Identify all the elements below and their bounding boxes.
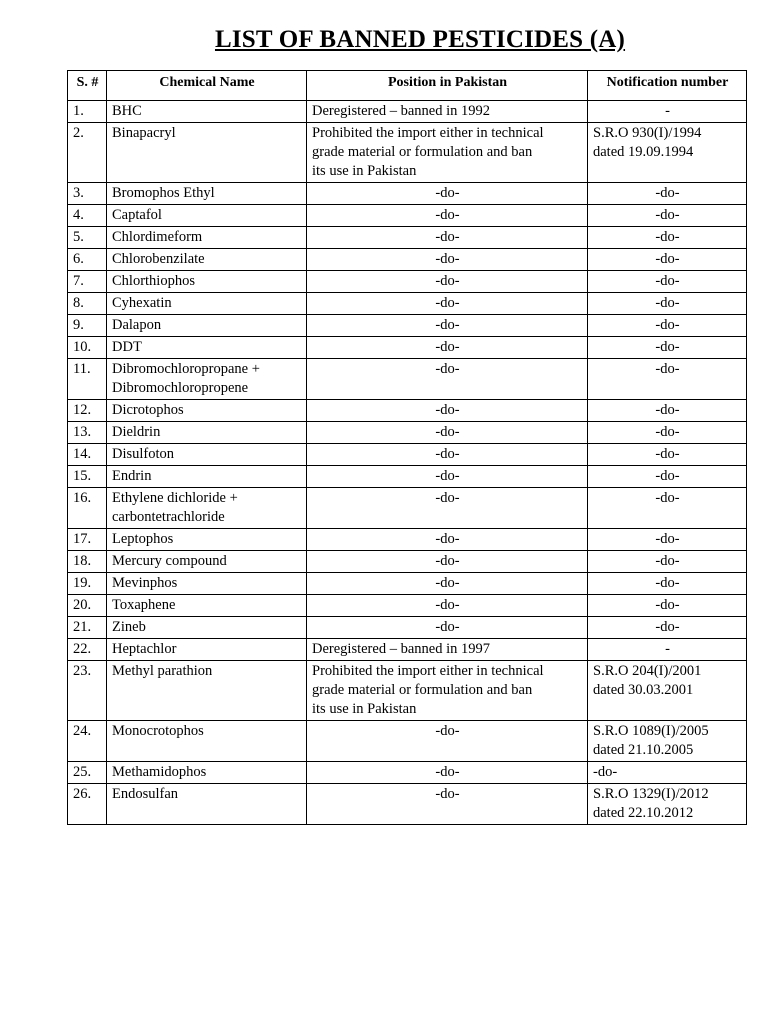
notification-cell-line: -do- (655, 207, 680, 223)
serial-number-cell: 5. (68, 227, 107, 249)
chemical-name-cell (107, 529, 307, 551)
chemical-name-cell-line: Endrin (112, 468, 152, 484)
notification-cell (588, 639, 747, 661)
chemical-name-cell-line: Cyhexatin (112, 295, 172, 311)
notification-cell (588, 444, 747, 466)
table-row (68, 400, 747, 422)
position-cell-line: -do- (435, 229, 460, 245)
notification-cell (588, 529, 747, 551)
position-cell-line: grade material or formulation and ban (312, 144, 533, 160)
serial-number-cell: 26. (68, 784, 107, 825)
chemical-name-cell (107, 337, 307, 359)
position-cell-line: -do- (435, 402, 460, 418)
position-cell-line: its use in Pakistan (312, 701, 417, 717)
chemical-name-cell-line: Monocrotophos (112, 723, 204, 739)
position-cell-line: -do- (435, 575, 460, 591)
chemical-name-cell-line: Dicrotophos (112, 402, 184, 418)
position-cell-line: -do- (435, 553, 460, 569)
table-row (68, 444, 747, 466)
position-cell (307, 466, 588, 488)
position-cell-line: -do- (435, 317, 460, 333)
notification-cell-line: -do- (655, 229, 680, 245)
table-row (68, 101, 747, 123)
serial-number-cell: 15. (68, 466, 107, 488)
chemical-name-cell-line: Binapacryl (112, 125, 176, 141)
table-row (68, 595, 747, 617)
table-row (68, 183, 747, 205)
chemical-name-cell-line: Dalapon (112, 317, 162, 333)
serial-number-cell: 11. (68, 359, 107, 400)
chemical-name-cell (107, 551, 307, 573)
chemical-name-cell (107, 488, 307, 529)
chemical-name-cell (107, 617, 307, 639)
chemical-name-cell-line: Zineb (112, 619, 146, 635)
table-row (68, 293, 747, 315)
table-row (68, 466, 747, 488)
notification-cell-line: -do- (655, 490, 680, 506)
position-cell (307, 488, 588, 529)
serial-number-cell: 7. (68, 271, 107, 293)
serial-number-cell: 4. (68, 205, 107, 227)
serial-number-cell: 2. (68, 123, 107, 183)
table-row (68, 617, 747, 639)
header-serial-number: S. # (68, 71, 107, 101)
position-cell (307, 271, 588, 293)
chemical-name-cell (107, 205, 307, 227)
position-cell-line: -do- (435, 339, 460, 355)
chemical-name-cell (107, 639, 307, 661)
notification-cell (588, 271, 747, 293)
header-notification-number: Notification number (588, 71, 747, 101)
chemical-name-cell-line: Bromophos Ethyl (112, 185, 215, 201)
notification-cell-line: S.R.O 1329(I)/2012 (593, 786, 709, 802)
notification-cell (588, 595, 747, 617)
table-row (68, 422, 747, 444)
position-cell-line: -do- (435, 185, 460, 201)
chemical-name-cell (107, 315, 307, 337)
table-body (68, 101, 747, 825)
notification-cell (588, 293, 747, 315)
table-row (68, 359, 747, 400)
chemical-name-cell (107, 183, 307, 205)
page-title: LIST OF BANNED PESTICIDES (A) (214, 26, 626, 53)
notification-cell (588, 123, 747, 183)
notification-cell (588, 488, 747, 529)
serial-number-cell: 3. (68, 183, 107, 205)
notification-cell-line: -do- (593, 764, 618, 780)
notification-cell-line: dated 21.10.2005 (593, 742, 694, 758)
notification-cell-line: -do- (655, 553, 680, 569)
table-row (68, 271, 747, 293)
chemical-name-cell (107, 271, 307, 293)
chemical-name-cell-line: Dibromochloropropene (112, 380, 249, 396)
banned-pesticides-table (67, 70, 747, 825)
position-cell-line: Deregistered – banned in 1992 (312, 103, 490, 119)
chemical-name-cell (107, 227, 307, 249)
position-cell (307, 444, 588, 466)
position-cell-line: grade material or formulation and ban (312, 682, 533, 698)
notification-cell-line: -do- (655, 185, 680, 201)
chemical-name-cell (107, 359, 307, 400)
chemical-name-cell (107, 573, 307, 595)
position-cell-line: -do- (435, 207, 460, 223)
position-cell (307, 123, 588, 183)
position-cell (307, 315, 588, 337)
notification-cell (588, 762, 747, 784)
table-row (68, 123, 747, 183)
position-cell-line: -do- (435, 723, 460, 739)
chemical-name-cell-line: Captafol (112, 207, 162, 223)
notification-cell-line: -do- (655, 597, 680, 613)
chemical-name-cell-line: carbontetrachloride (112, 509, 225, 525)
position-cell-line: Prohibited the import either in technical (312, 663, 544, 679)
chemical-name-cell-line: Chlordimeform (112, 229, 203, 245)
position-cell (307, 422, 588, 444)
position-cell (307, 617, 588, 639)
serial-number-cell: 25. (68, 762, 107, 784)
position-cell (307, 101, 588, 123)
notification-cell (588, 573, 747, 595)
position-cell (307, 205, 588, 227)
serial-number-cell: 17. (68, 529, 107, 551)
chemical-name-cell-line: Methyl parathion (112, 663, 213, 679)
table-row (68, 227, 747, 249)
notification-cell (588, 227, 747, 249)
chemical-name-cell-line: Mercury compound (112, 553, 227, 569)
chemical-name-cell-line: Disulfoton (112, 446, 175, 462)
serial-number-cell: 24. (68, 721, 107, 762)
notification-cell-line: - (665, 641, 670, 657)
notification-cell-line: -do- (655, 619, 680, 635)
table-row (68, 551, 747, 573)
chemical-name-cell-line: Chlorobenzilate (112, 251, 205, 267)
position-cell-line: -do- (435, 295, 460, 311)
position-cell (307, 227, 588, 249)
chemical-name-cell-line: Ethylene dichloride + (112, 490, 238, 506)
chemical-name-cell (107, 101, 307, 123)
chemical-name-cell-line: Dieldrin (112, 424, 161, 440)
position-cell-line: -do- (435, 446, 460, 462)
position-cell (307, 400, 588, 422)
table-row (68, 721, 747, 762)
chemical-name-cell-line: Methamidophos (112, 764, 207, 780)
notification-cell-line: dated 19.09.1994 (593, 144, 694, 160)
serial-number-cell: 1. (68, 101, 107, 123)
notification-cell-line: -do- (655, 251, 680, 267)
serial-number-cell: 19. (68, 573, 107, 595)
position-cell (307, 762, 588, 784)
chemical-name-cell (107, 422, 307, 444)
notification-cell-line: - (665, 103, 670, 119)
serial-number-cell: 10. (68, 337, 107, 359)
position-cell-line: -do- (435, 786, 460, 802)
notification-cell (588, 337, 747, 359)
position-cell-line: -do- (435, 619, 460, 635)
position-cell-line: -do- (435, 597, 460, 613)
notification-cell-line: dated 30.03.2001 (593, 682, 694, 698)
table-row (68, 784, 747, 825)
chemical-name-cell (107, 444, 307, 466)
chemical-name-cell-line: DDT (112, 339, 142, 355)
table-row (68, 529, 747, 551)
chemical-name-cell (107, 595, 307, 617)
header-chemical-name: Chemical Name (107, 71, 307, 101)
serial-number-cell: 13. (68, 422, 107, 444)
chemical-name-cell-line: Endosulfan (112, 786, 179, 802)
notification-cell-line: -do- (655, 424, 680, 440)
position-cell-line: -do- (435, 424, 460, 440)
chemical-name-cell (107, 249, 307, 271)
position-cell (307, 359, 588, 400)
notification-cell-line: S.R.O 1089(I)/2005 (593, 723, 709, 739)
chemical-name-cell (107, 762, 307, 784)
notification-cell-line: -do- (655, 468, 680, 484)
notification-cell-line: -do- (655, 317, 680, 333)
chemical-name-cell-line: Chlorthiophos (112, 273, 195, 289)
chemical-name-cell-line: Leptophos (112, 531, 174, 547)
notification-cell-line: S.R.O 930(I)/1994 (593, 125, 702, 141)
position-cell-line: -do- (435, 531, 460, 547)
position-cell-line: Deregistered – banned in 1997 (312, 641, 490, 657)
table-row (68, 639, 747, 661)
serial-number-cell: 20. (68, 595, 107, 617)
notification-cell-line: -do- (655, 273, 680, 289)
notification-cell-line: dated 22.10.2012 (593, 805, 694, 821)
table-row (68, 661, 747, 721)
notification-cell (588, 617, 747, 639)
position-cell (307, 529, 588, 551)
position-cell-line: -do- (435, 251, 460, 267)
table-row (68, 315, 747, 337)
position-cell-line: -do- (435, 468, 460, 484)
notification-cell (588, 315, 747, 337)
notification-cell (588, 466, 747, 488)
position-cell (307, 784, 588, 825)
notification-cell (588, 101, 747, 123)
serial-number-cell: 21. (68, 617, 107, 639)
table-row (68, 488, 747, 529)
notification-cell-line: -do- (655, 531, 680, 547)
chemical-name-cell (107, 661, 307, 721)
chemical-name-cell (107, 466, 307, 488)
table-row (68, 249, 747, 271)
table-header-row (68, 71, 747, 101)
position-cell-line: -do- (435, 361, 460, 377)
serial-number-cell: 16. (68, 488, 107, 529)
notification-cell (588, 721, 747, 762)
position-cell (307, 661, 588, 721)
position-cell-line: -do- (435, 273, 460, 289)
table-row (68, 337, 747, 359)
serial-number-cell: 18. (68, 551, 107, 573)
chemical-name-cell-line: Dibromochloropropane + (112, 361, 260, 377)
notification-cell (588, 661, 747, 721)
chemical-name-cell (107, 293, 307, 315)
chemical-name-cell (107, 721, 307, 762)
notification-cell (588, 422, 747, 444)
notification-cell-line: S.R.O 204(I)/2001 (593, 663, 702, 679)
chemical-name-cell-line: BHC (112, 103, 142, 119)
chemical-name-cell-line: Mevinphos (112, 575, 178, 591)
chemical-name-cell (107, 784, 307, 825)
notification-cell (588, 784, 747, 825)
header-position-in-pakistan: Position in Pakistan (307, 71, 588, 101)
position-cell-line: its use in Pakistan (312, 163, 417, 179)
position-cell (307, 337, 588, 359)
chemical-name-cell (107, 400, 307, 422)
notification-cell (588, 249, 747, 271)
serial-number-cell: 23. (68, 661, 107, 721)
chemical-name-cell-line: Heptachlor (112, 641, 177, 657)
chemical-name-cell-line: Toxaphene (112, 597, 176, 613)
position-cell (307, 183, 588, 205)
serial-number-cell: 22. (68, 639, 107, 661)
position-cell-line: -do- (435, 490, 460, 506)
table-row (68, 573, 747, 595)
position-cell (307, 293, 588, 315)
position-cell-line: Prohibited the import either in technical (312, 125, 544, 141)
notification-cell-line: -do- (655, 361, 680, 377)
serial-number-cell: 8. (68, 293, 107, 315)
notification-cell-line: -do- (655, 295, 680, 311)
notification-cell (588, 400, 747, 422)
notification-cell (588, 551, 747, 573)
position-cell (307, 639, 588, 661)
notification-cell (588, 205, 747, 227)
position-cell (307, 721, 588, 762)
position-cell (307, 249, 588, 271)
notification-cell-line: -do- (655, 575, 680, 591)
serial-number-cell: 12. (68, 400, 107, 422)
notification-cell-line: -do- (655, 402, 680, 418)
position-cell (307, 595, 588, 617)
position-cell-line: -do- (435, 764, 460, 780)
notification-cell (588, 359, 747, 400)
serial-number-cell: 14. (68, 444, 107, 466)
table-row (68, 205, 747, 227)
notification-cell (588, 183, 747, 205)
notification-cell-line: -do- (655, 339, 680, 355)
notification-cell-line: -do- (655, 446, 680, 462)
position-cell (307, 551, 588, 573)
serial-number-cell: 6. (68, 249, 107, 271)
serial-number-cell: 9. (68, 315, 107, 337)
chemical-name-cell (107, 123, 307, 183)
table-row (68, 762, 747, 784)
position-cell (307, 573, 588, 595)
